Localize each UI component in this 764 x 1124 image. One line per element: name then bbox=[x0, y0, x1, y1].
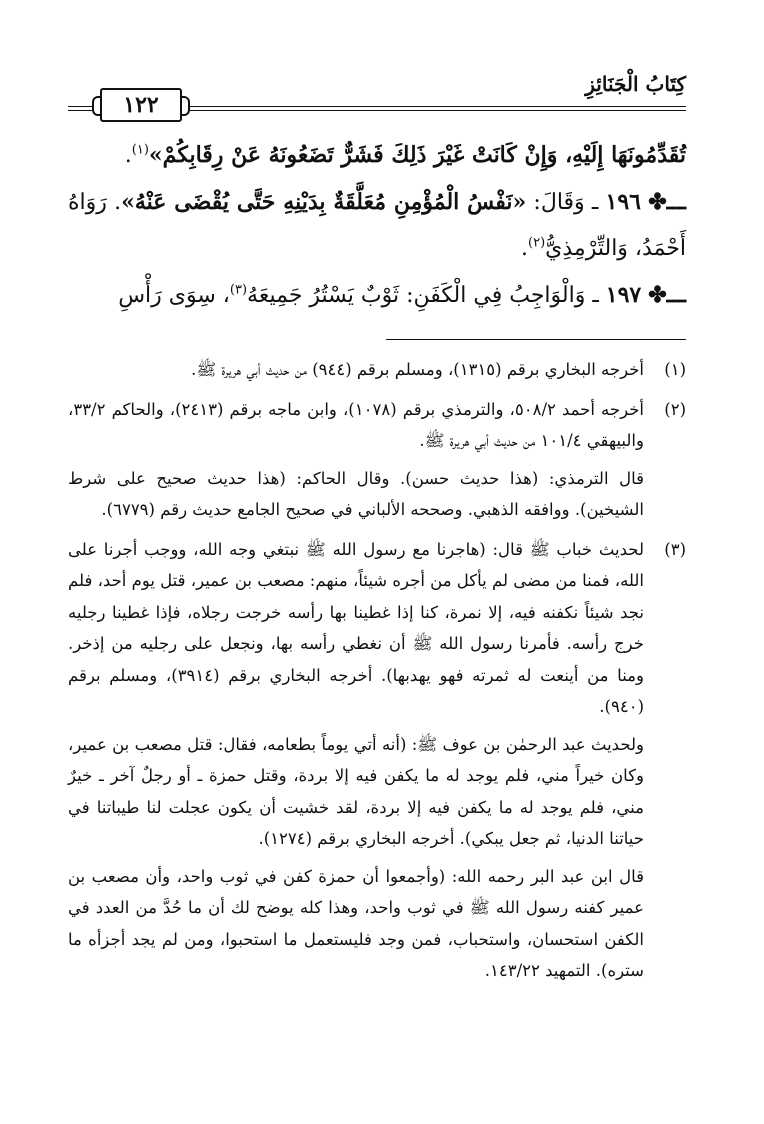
footnote-paragraph: ولحديث عبد الرحمٰن بن عوف ﷺ: (أنه أتي يوماً بطعامه، فقال: قتل مصعب بن عمير، وكان خيراً مني، فلم يوجد له ما يكفن فيه إلا بردة، وقتل حمزة ـ أو رجلٌ آخر ـ خيرٌ مني، فلم يوجد له ما يكفن فيه إلا بردة، لقد خشيت أن يكون عجلت لنا طيباتنا في حياتنا الدنيا، ثم جعل يبكي). أخرجه البخاري برقم (١٢٧٤). bbox=[68, 734, 644, 848]
hadith-intro: ـ وَقَالَ: bbox=[526, 190, 606, 215]
hadith-number: ١٩٧ bbox=[605, 282, 642, 308]
hadith-quote: «نَفْسُ الْمُؤْمِنِ مُعَلَّقَةٌ بِدَيْنِهِ حَتَّى يُقْضَى عَنْهُ» bbox=[121, 189, 527, 215]
hadith-text-end: ، سِوَى رَأْسِ bbox=[118, 283, 230, 308]
punctuation: . bbox=[521, 236, 529, 261]
running-title: كِتَابُ الْجَنَائِزِ bbox=[585, 72, 686, 96]
footnote-body bbox=[68, 354, 644, 390]
footnote-separator bbox=[386, 339, 686, 340]
footnote bbox=[68, 394, 686, 530]
footnote-number: (٢) bbox=[664, 399, 686, 419]
book-page bbox=[68, 62, 686, 991]
main-text bbox=[68, 132, 686, 319]
footnote-paragraph: أخرجه أحمد ٥٠٨/٢، والترمذي برقم (١٠٧٨)، وابن ماجه برقم (٢٤١٣)، والحاكم ٣٣/٢، والبيهقي ١٠١/٤ من حديث أبي هريرة ﷺ. bbox=[68, 399, 644, 450]
hadith-marker-icon: ـــ✤ bbox=[648, 189, 686, 215]
footnote-ref-1: (١) bbox=[131, 142, 149, 158]
page-number: ١٢٢ bbox=[100, 88, 182, 122]
footnote-paragraph: أخرجه البخاري برقم (١٣١٥)، ومسلم برقم (٩٤٤) من حديث أبي هريرة ﷺ. bbox=[191, 360, 644, 379]
hadith-quote-continued: تُقَدِّمُونَهَا إِلَيْهِ، وَإِنْ كَانَتْ غَيْرَ ذَلِكَ فَشَرٌّ تَضَعُونَهُ عَنْ رِقَابِكُمْ» bbox=[148, 142, 686, 168]
footnote-ref-2: (٢) bbox=[528, 235, 546, 251]
hadith-text: ـ وَالْوَاجِبُ فِي الْكَفَنِ: ثَوْبٌ يَسْتُرُ جَمِيعَهُ bbox=[247, 283, 606, 308]
footnote-ref-3: (٣) bbox=[229, 282, 248, 298]
page-header bbox=[68, 62, 686, 124]
footnotes bbox=[68, 354, 686, 991]
paragraph-continuation bbox=[68, 132, 686, 179]
footnote-body bbox=[68, 394, 644, 530]
footnote bbox=[68, 354, 686, 390]
punctuation: . bbox=[124, 143, 132, 168]
footnote-body bbox=[68, 534, 644, 991]
footnote-number: (٣) bbox=[664, 539, 686, 559]
footnote-paragraph: قال ابن عبد البر رحمه الله: (وأجمعوا أن حمزة كفن في ثوب واحد، وأن مصعب بن عمير كفنه رسول الله ﷺ في ثوب واحد، وهذا كله يوضح لك أن ما حُدَّ من العدد في الكفن استحسان، واستحباب، فمن وجد فليستعمل ما استحبوا، ومن لم يجد أجزأه ما ستره). التمهيد ١٤٣/٢٢. bbox=[68, 866, 644, 980]
hadith-197 bbox=[68, 272, 686, 319]
hadith-196 bbox=[68, 179, 686, 272]
hadith-marker-icon: ـــ✤ bbox=[648, 282, 686, 308]
footnote-paragraph: لحديث خباب ﷺ قال: (هاجرنا مع رسول الله ﷺ نبتغي وجه الله، ووجب أجرنا على الله، فمنا من مضى لم يأكل من أجره شيئاً، منهم: مصعب بن عمير، قتل يوم أحد، فلم نجد شيئاً نكفنه فيه، إلا نمرة، كنا إذا غطينا بها رأسه خرجت رجلاه، فإذا غطينا رجليه خرج رأسه. فأمرنا رسول الله ﷺ أن نغطي رأسه بها، ونجعل على رجليه من إذخر. ومنا من أينعت له ثمرته فهو يهدبها). أخرجه البخاري برقم (٣٩١٤)، ومسلم برقم (٩٤٠). bbox=[68, 539, 644, 716]
hadith-source: . رَوَاهُ أَحْمَدُ، وَالتِّرْمِذِيُّ bbox=[68, 190, 686, 261]
footnote bbox=[68, 534, 686, 991]
footnote-number: (١) bbox=[664, 360, 686, 379]
hadith-number: ١٩٦ bbox=[605, 189, 641, 215]
footnote-paragraph: قال الترمذي: (هذا حديث حسن). وقال الحاكم: (هذا حديث صحيح على شرط الشيخين). ووافقه الذهبي. وصححه الألباني في صحيح الجامع حديث رقم (٦٧٧٩). bbox=[68, 468, 644, 519]
